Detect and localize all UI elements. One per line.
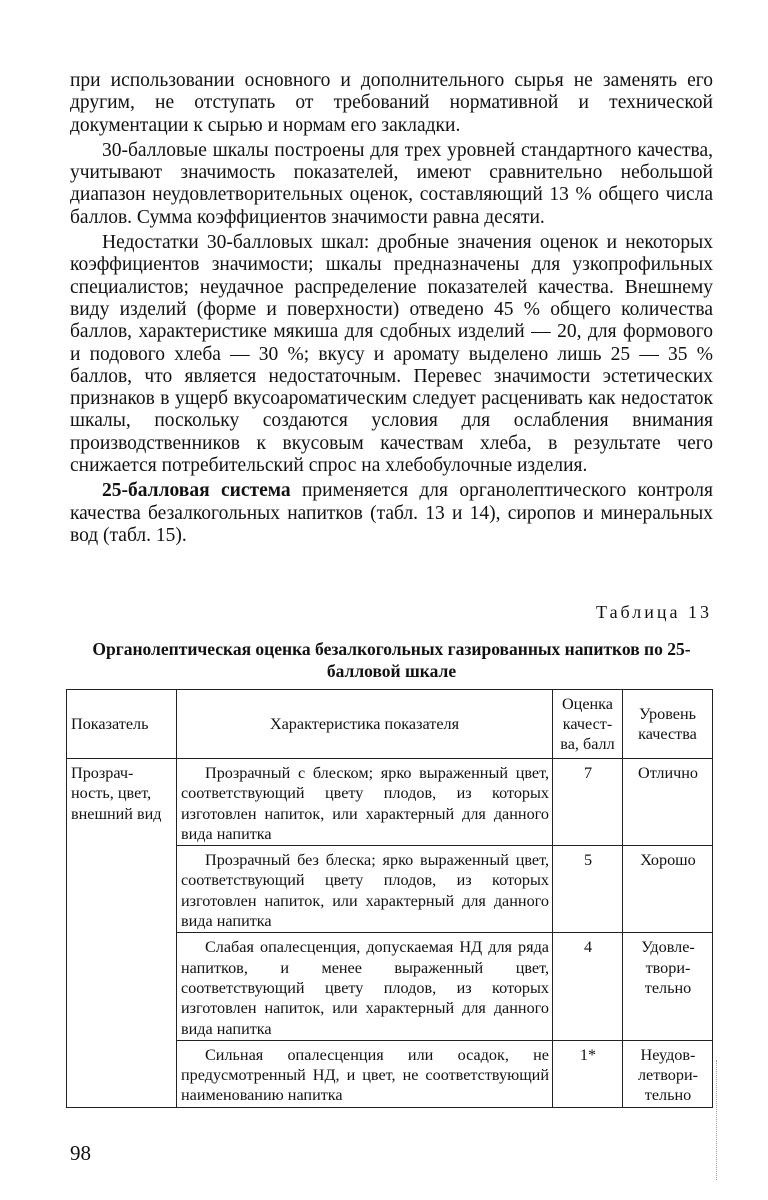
evaluation-table <box>66 689 713 1108</box>
indicator-group: Прозрач-ность, цвет, внешний вид <box>67 759 177 1108</box>
page-number: 98 <box>70 1141 91 1165</box>
score-cell: 7 <box>553 759 623 846</box>
header-characteristic: Характеристика показателя <box>177 690 553 759</box>
level-cell: Отлично <box>623 759 713 846</box>
characteristic-cell: Слабая опалесценция, допускаемая НД для ряда напитков, и менее выраженный цвет, соответствующий цвету плодов, из которых изготовлен напиток, или характерный для данного вида напитка <box>177 933 553 1040</box>
score-cell: 5 <box>553 846 623 933</box>
table-label: Таблица 13 <box>596 602 712 622</box>
level-cell: Удовле-твори-тельно <box>623 933 713 1040</box>
scan-margin-mark <box>716 1060 719 1180</box>
paragraph-4-text: применяется для органолептического контроля качества безалкогольных напитков (табл. 13 и 14), сиропов и минеральных вод (табл. 15). <box>70 480 713 546</box>
paragraph-2: 30-балловые шкалы построены для трех уровней стандартного качества, учитывают значимость показателей, имеют сравнительно небольшой диапазон неудовлетворительных оценок, составляющий 13 % общего числа баллов. Сумма коэффициентов значимости равна десяти. <box>70 139 713 228</box>
body-text <box>70 70 713 547</box>
characteristic-cell: Прозрачный с блеском; ярко выраженный цвет, соответствующий цвету плодов, из которых изготовлен напиток, или характерный для данного вида напитка <box>177 759 553 846</box>
score-cell: 1* <box>553 1040 623 1107</box>
characteristic-cell: Сильная опалесценция или осадок, не предусмотренный НД, и цвет, не соответствующий наименованию напитка <box>177 1040 553 1107</box>
paragraph-4 <box>70 480 713 547</box>
characteristic-cell: Прозрачный без блеска; ярко выраженный цвет, соответствующий цвету плодов, из которых изготовлен напиток, или характерный для данного вида напитка <box>177 846 553 933</box>
level-cell: Хорошо <box>623 846 713 933</box>
score-cell: 4 <box>553 933 623 1040</box>
header-indicator: Показатель <box>67 690 177 759</box>
term-25-ball-system: 25-балловая система <box>102 480 291 502</box>
header-level: Уровень качества <box>623 690 713 759</box>
table-header-row <box>67 690 713 759</box>
paragraph-3: Недостатки 30-балловых шкал: дробные значения оценок и некоторых коэффициентов значимости; шкалы предназначены для узкопрофильных специалистов; неудачное распределение показателей качества. Внешнему виду изделий (форме и поверхности) отведено 45 % общего количества баллов, характеристике мякиша для сдобных изделий — 20, для формового и подового хлеба — 30 %; вкусу и аромату выделено лишь 25 — 35 % баллов, что является недостаточным. Перевес значимости эстетических признаков в ущерб вкусоароматическим следует расценивать как недостаток шкалы, поскольку создаются условия для ослабления внимания производственников к вкусовым качествам хлеба, в результате чего снижается потребительский спрос на хлебобулочные изделия. <box>70 232 713 477</box>
paragraph-1: при использовании основного и дополнительного сырья не заменять его другим, не отступать от требований нормативной и технической документации к сырью и нормам его закладки. <box>70 70 713 136</box>
table-title: Органолептическая оценка безалкогольных газированных напитков по 25-балловой шкале <box>92 639 691 681</box>
header-score: Оценка качест-ва, балл <box>553 690 623 759</box>
table-row <box>67 759 713 846</box>
level-cell: Неудов-летвори-тельно <box>623 1040 713 1107</box>
